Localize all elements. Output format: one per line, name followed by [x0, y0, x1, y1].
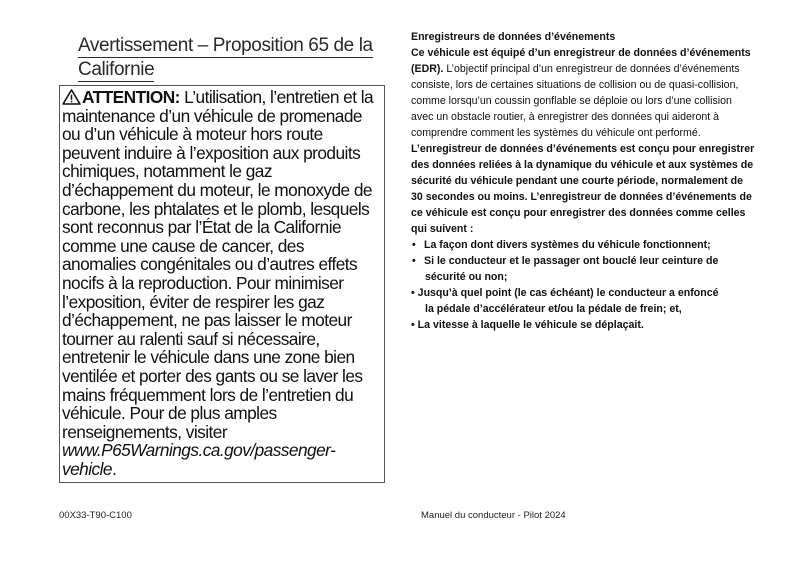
prop65-title-line2: Californie — [78, 59, 155, 80]
manual-title: Manuel du conducteur - Pilot 2024 — [421, 510, 566, 521]
warning-body: L’utilisation, l’entretien et la maintenance d’un véhicule de promenade ou d’un véhicule à moteur hors route peuvent induire à l’exposition aux produits chimiques, notamment le gaz d’échappement du moteur, le monoxyde de carbone, les phtalates et le plomb, lesquels sont reconnus par l’État de la Californie comme une cause de cancer, des anomalies congénitales ou d’autres effets nocifs à la reproduction. Pour minimiser l’exposition, éviter de respirer les gaz d’échappement, ne pas laisser le moteur tourner au ralenti sauf si nécessaire, entretenir le véhicule dans une zone bien ventilée et porter des gants ou se laver les mains fréquemment lors de l’entretien du véhicule. Pour de plus amples renseignements, visiter — [62, 87, 374, 442]
edr-bullet-4 — [411, 317, 756, 333]
edr-heading: Enregistreurs de données d’événements — [411, 31, 616, 43]
edr-section — [411, 29, 756, 333]
warning-triangle-icon — [62, 89, 81, 105]
edr-bullet-2 — [411, 253, 756, 285]
bullet-dot: • — [412, 255, 416, 267]
edr-p1-regular: L’objectif principal d’un enregistreur de données d’événements consiste, lors de certaines situations de collision ou de quasi-collision, comme lorsqu’un coussin gonflable se déploie ou lors d’une collision avec un obstacle routier, à enregistrer des données qui aideront à comprendre comment les systèmes du véhicule ont performé. — [411, 63, 740, 139]
prop65-warning-text — [62, 88, 381, 478]
edr-bullet-2-text-b: sécurité ou non; — [425, 271, 508, 283]
bullet-dot: • — [412, 239, 416, 251]
page-code: 00X33-T90-C100 — [59, 510, 132, 521]
edr-bullet-3 — [411, 285, 756, 317]
bullet-dot: • — [411, 319, 415, 331]
edr-bullet-3-text-a: Jusqu’à quel point (le cas échéant) le conducteur a enfoncé — [417, 287, 719, 299]
edr-bullet-4-text: La vitesse à laquelle le véhicule se déplaçait. — [417, 319, 644, 331]
edr-paragraph — [411, 45, 756, 237]
warning-url: www.P65Warnings.ca.gov/passenger-vehicle — [62, 440, 336, 479]
edr-bullet-1-text: La façon dont divers systèmes du véhicule fonctionnent; — [424, 239, 711, 251]
edr-bullet-1 — [411, 237, 756, 253]
prop65-warning-box — [59, 85, 385, 483]
warning-end: . — [111, 458, 117, 479]
edr-p1-bold2: L’enregistreur de données d’événements est conçu pour enregistrer des données reliées à la dynamique du véhicule et aux systèmes de sécurité du véhicule pendant une courte période, normalement de 30 secondes ou moins. L’enregistreur de données d’événements de ce véhicule est conçu pour enregistrer des données comme celles qui suivent : — [411, 143, 755, 235]
prop65-title-line1: Avertissement – Proposition 65 de la — [78, 35, 373, 56]
edr-bullet-2-text-a: Si le conducteur et le passager ont bouclé leur ceinture de — [424, 255, 719, 267]
edr-p1-bold: Ce véhicule est équipé d’un enregistreur de données d’événements (EDR). — [411, 47, 751, 75]
warning-label: ATTENTION: — [82, 87, 180, 107]
prop65-title — [78, 34, 378, 82]
bullet-dot: • — [411, 287, 415, 299]
edr-bullet-3-text-b: la pédale d’accélérateur et/ou la pédale de frein; et, — [425, 303, 682, 315]
